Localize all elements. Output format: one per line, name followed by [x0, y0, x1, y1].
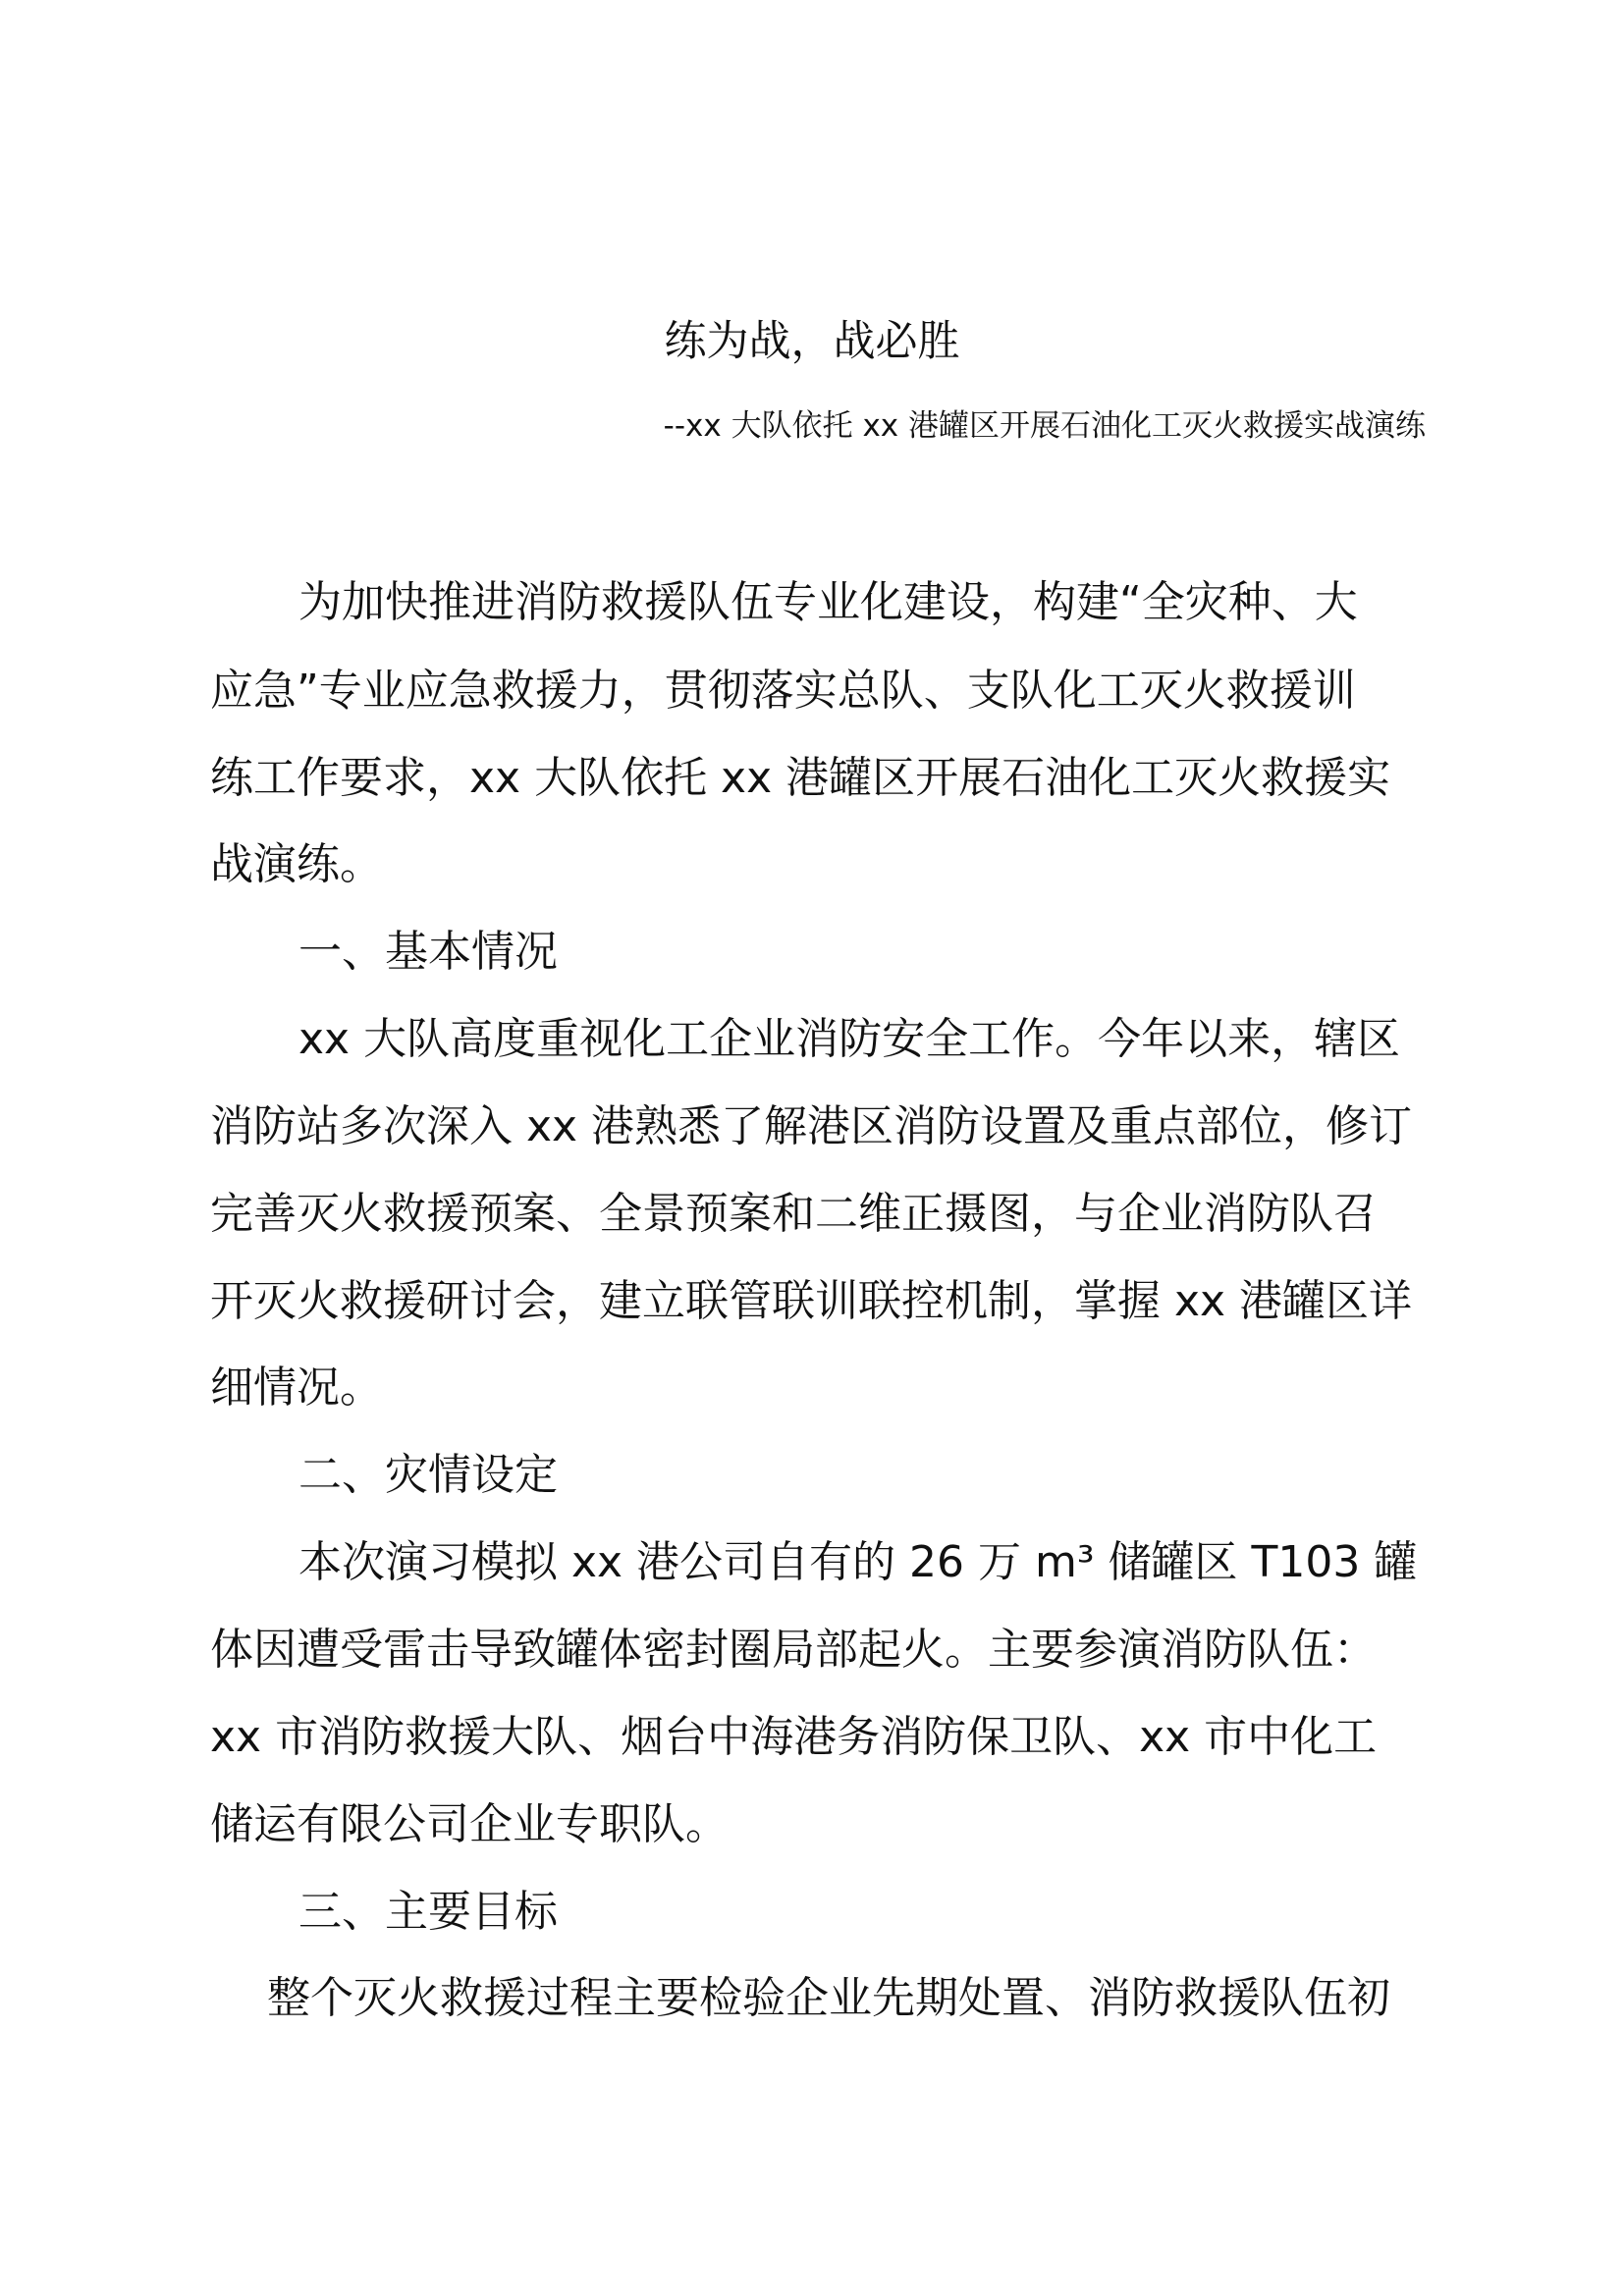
paragraph-line: 战演练。 [210, 839, 383, 889]
section-heading: 三、主要目标 [298, 1887, 558, 1937]
paragraph-line: 完善灭火救援预案、全景预案和二维正摄图，与企业消防队召 [210, 1189, 1377, 1239]
paragraph-line: 开灭火救援研讨会，建立联管联训联控机制，掌握 xx 港罐区详 [210, 1276, 1413, 1326]
section-heading: 二、灾情设定 [298, 1450, 558, 1500]
paragraph-line: 练工作要求，xx 大队依托 xx 港罐区开展石油化工灭火救援实 [210, 753, 1391, 803]
document-title: 练为战，战必胜 [664, 317, 960, 366]
paragraph-line: 储运有限公司企业专职队。 [210, 1799, 729, 1849]
paragraph-line: 消防站多次深入 xx 港熟悉了解港区消防设置及重点部位，修订 [210, 1101, 1413, 1151]
paragraph-line: xx 大队高度重视化工企业消防安全工作。今年以来，辖区 [298, 1014, 1401, 1064]
paragraph-line: 细情况。 [210, 1362, 383, 1413]
paragraph-line: 体因遭受雷击导致罐体密封圈局部起火。主要参演消防队伍： [210, 1625, 1377, 1675]
document-subtitle: --xx 大队依托 xx 港罐区开展石油化工灭火救援实战演练 [663, 408, 1426, 444]
section-heading: 一、基本情况 [298, 927, 558, 977]
paragraph-line: 本次演习模拟 xx 港公司自有的 26 万 m³ 储罐区 T103 罐 [298, 1537, 1418, 1587]
paragraph-line: xx 市消防救援大队、烟台中海港务消防保卫队、xx 市中化工 [210, 1712, 1378, 1762]
paragraph-line: 应急”专业应急救援力，贯彻落实总队、支队化工灭火救援训 [210, 666, 1356, 716]
paragraph-line: 为加快推进消防救援队伍专业化建设，构建“全灾种、大 [298, 577, 1358, 627]
paragraph-line: 整个灭火救援过程主要检验企业先期处置、消防救援队伍初 [267, 1973, 1390, 2023]
